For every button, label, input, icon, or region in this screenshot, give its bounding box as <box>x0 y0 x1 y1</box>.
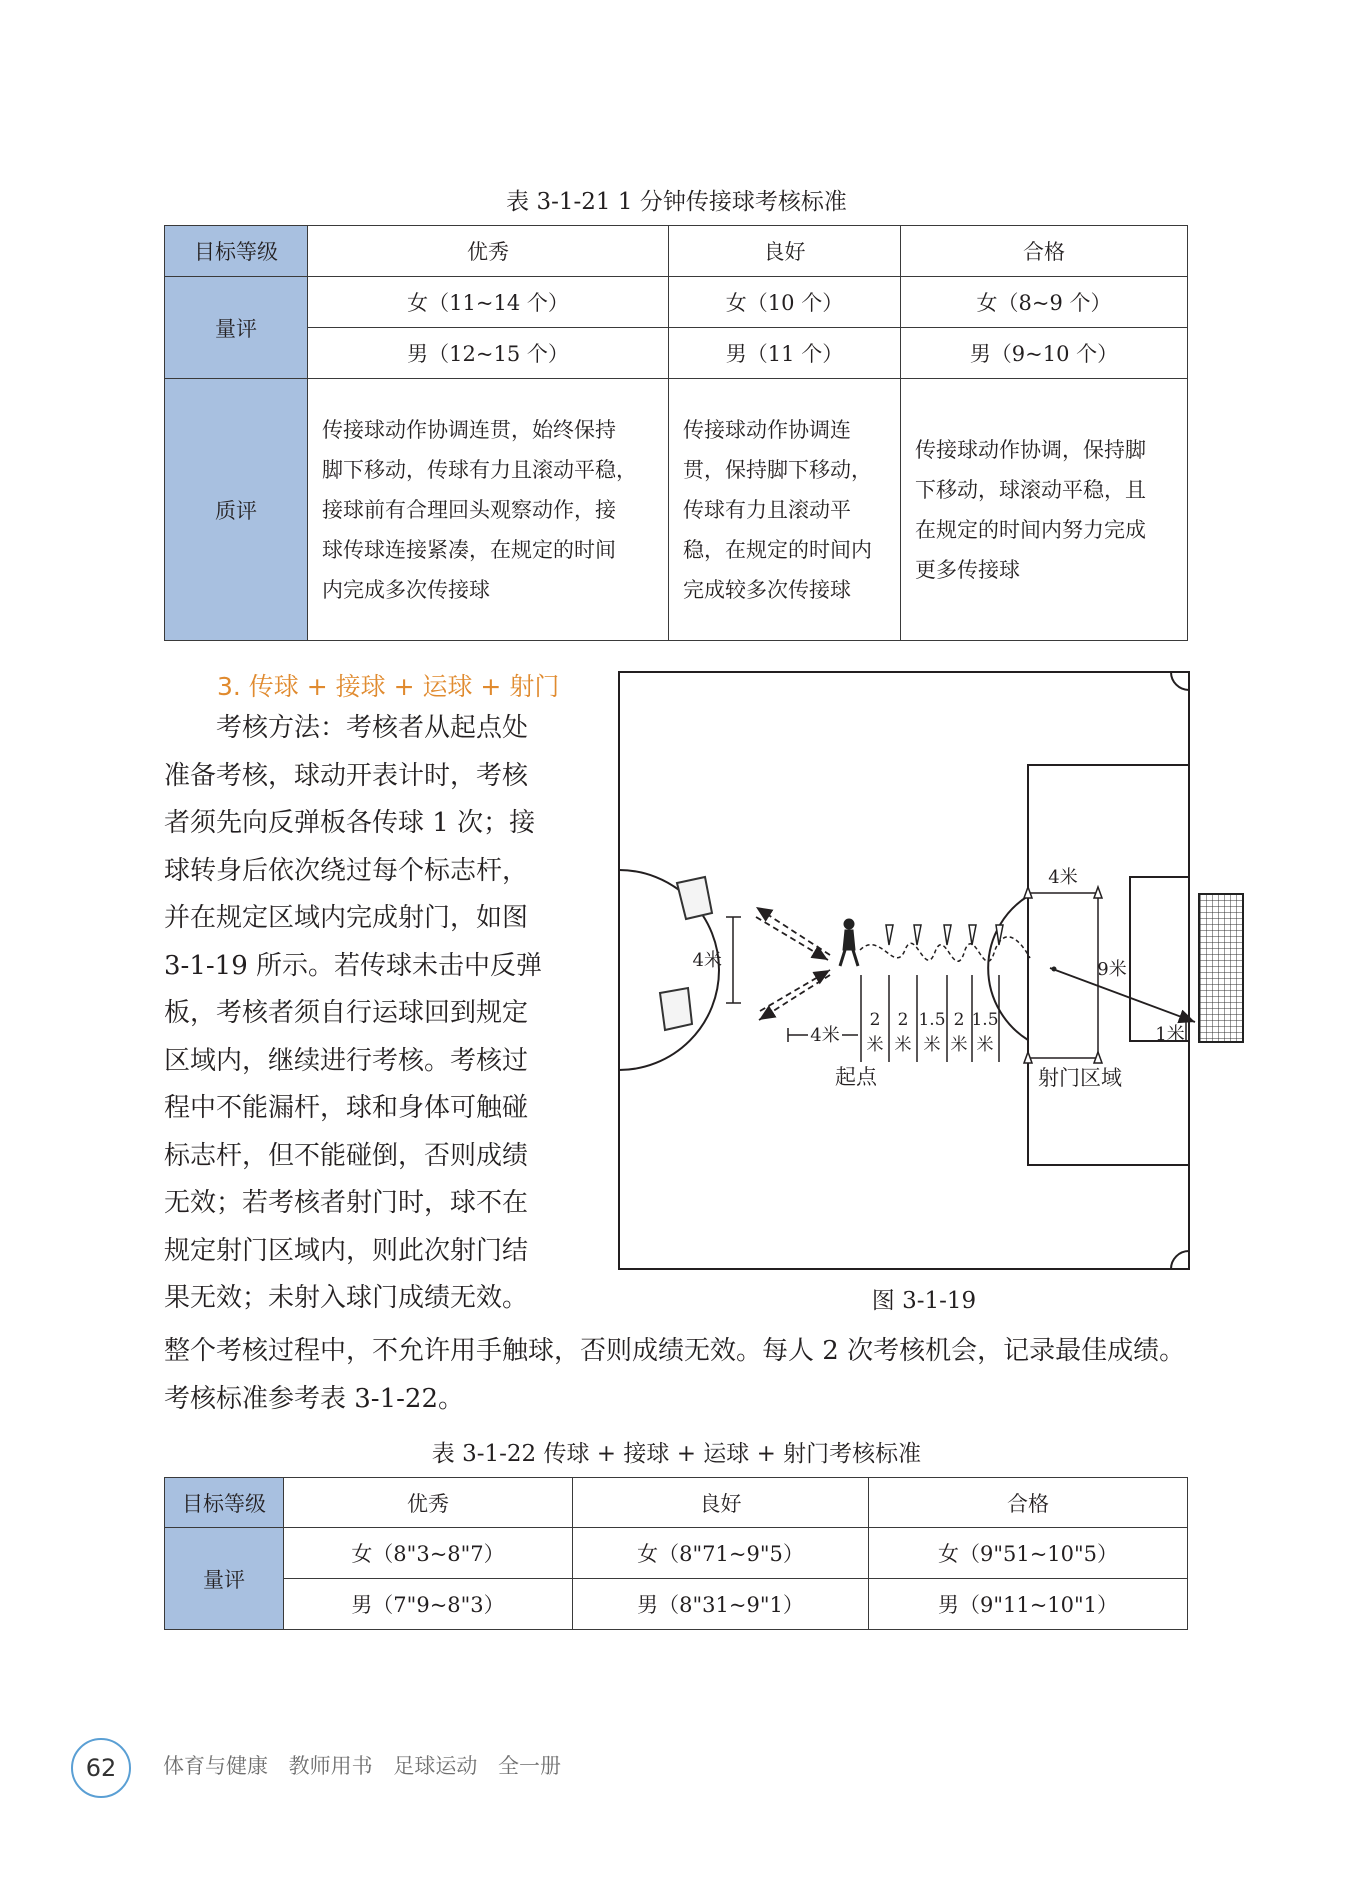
gap-unit-4: 米 <box>950 1035 968 1055</box>
table2-header-level: 目标等级 <box>165 1478 284 1528</box>
label-1m: 1米 <box>1155 1024 1185 1045</box>
label-shoot-zone: 射门区域 <box>1038 1066 1122 1090</box>
gap-label-4: 2 <box>953 1010 965 1030</box>
table2-cell: 男（8"31~9"1） <box>573 1579 869 1630</box>
gap-unit-3: 米 <box>923 1035 941 1055</box>
table1-cell: 女（10 个） <box>669 277 901 328</box>
table-3-1-22 <box>164 1477 1188 1630</box>
dribble-path <box>860 937 1030 962</box>
table2-header-good: 良好 <box>573 1478 869 1528</box>
table2-header-pass: 合格 <box>869 1478 1188 1528</box>
gap-label-2: 2 <box>897 1010 909 1030</box>
ball-point <box>1052 967 1057 972</box>
table2-caption: 表 3-1-22 传球 + 接球 + 运球 + 射门考核标准 <box>431 1441 922 1467</box>
table1-qual-pass: 传接球动作协调，保持脚 下移动，球滚动平稳，且 在规定的时间内努力完成 更多传接球 <box>901 379 1188 641</box>
table2-quant-label: 量评 <box>165 1528 284 1630</box>
label-4m-top: 4米 <box>1048 867 1078 888</box>
gap-label-1: 2 <box>869 1010 881 1030</box>
shoot-zone-box <box>1028 893 1098 1058</box>
table1-cell: 女（8~9 个） <box>901 277 1188 328</box>
page-number: 62 <box>71 1738 131 1798</box>
table1-qual-label: 质评 <box>165 379 308 641</box>
table1-cell: 男（9~10 个） <box>901 328 1188 379</box>
table1-cell: 男（11 个） <box>669 328 901 379</box>
gap-label-3: 1.5 <box>918 1010 946 1030</box>
table2-cell: 男（9"11~10"1） <box>869 1579 1188 1630</box>
table2-cell: 女（8"71~9"5） <box>573 1528 869 1579</box>
table1-cell: 女（11~14 个） <box>308 277 669 328</box>
pass-arrows <box>756 907 830 1020</box>
table2-cell: 女（9"51~10"5） <box>869 1528 1188 1579</box>
table1-cell: 男（12~15 个） <box>308 328 669 379</box>
section-heading: 3. 传球 + 接球 + 运球 + 射门 <box>217 672 560 701</box>
gap-unit-1: 米 <box>866 1035 884 1055</box>
book-title: 体育与健康 教师用书 足球运动 全一册 <box>163 1754 562 1778</box>
table1-header-level: 目标等级 <box>165 226 308 277</box>
dim-4m-vertical <box>726 917 741 1003</box>
table2-cell: 男（7"9~8"3） <box>284 1579 573 1630</box>
marker-poles <box>886 925 1003 945</box>
table1-header-pass: 合格 <box>901 226 1188 277</box>
body-text-full: 整个考核过程中，不允许用手触球，否则成绩无效。每人 2 次考核机会，记录最佳成绩。 考核标准参考表 3-1-22。 <box>164 1336 1186 1414</box>
gap-unit-5: 米 <box>976 1035 994 1055</box>
gap-unit-2: 米 <box>894 1035 912 1055</box>
table1-quant-label: 量评 <box>165 277 308 379</box>
table2-header-excellent: 优秀 <box>284 1478 573 1528</box>
table1-header-good: 良好 <box>669 226 901 277</box>
figure-caption: 图 3-1-19 <box>871 1288 977 1314</box>
label-9m: 9米 <box>1097 959 1127 980</box>
table1-header-excellent: 优秀 <box>308 226 669 277</box>
player-icon <box>840 919 858 966</box>
body-text-left: 考核方法：考核者从起点处 准备考核，球动开表计时，考核 者须先向反弹板各传球 1 次；接 球转身后依次绕过每个标志杆， 并在规定区域内完成射门，如图 3-1-19 所示。若传球未击中反弹 板，考核者须自行运球回到规定 区域内，继续进行考核。考核过 程中不能漏杆，球和身体可触碰 标志杆，但不能碰倒，否则成绩 无效；若考核者射门时，球不在 规定射门区域内，则此次射门结 果无效；未射入球门成绩无效。 <box>164 713 543 1313</box>
zone-corner-cones <box>1024 887 1102 1063</box>
gap-label-5: 1.5 <box>971 1010 999 1030</box>
label-start: 起点 <box>835 1065 877 1089</box>
label-4m-vertical: 4米 <box>692 950 722 971</box>
table1-qual-excellent: 传接球动作协调连贯，始终保持 脚下移动，传球有力且滚动平稳， 接球前有合理回头观察动作，接 球传球连接紧凑，在规定的时间 内完成多次传接球 <box>308 379 669 641</box>
table1-caption: 表 3-1-21 1 分钟传接球考核标准 <box>506 189 847 215</box>
table1-qual-good: 传接球动作协调连 贯，保持脚下移动， 传球有力且滚动平 稳，在规定的时间内 完成较多次传接球 <box>669 379 901 641</box>
table2-cell: 女（8"3~8"7） <box>284 1528 573 1579</box>
label-4m-left: 4米 <box>810 1025 840 1046</box>
goal-net <box>1199 894 1243 1042</box>
